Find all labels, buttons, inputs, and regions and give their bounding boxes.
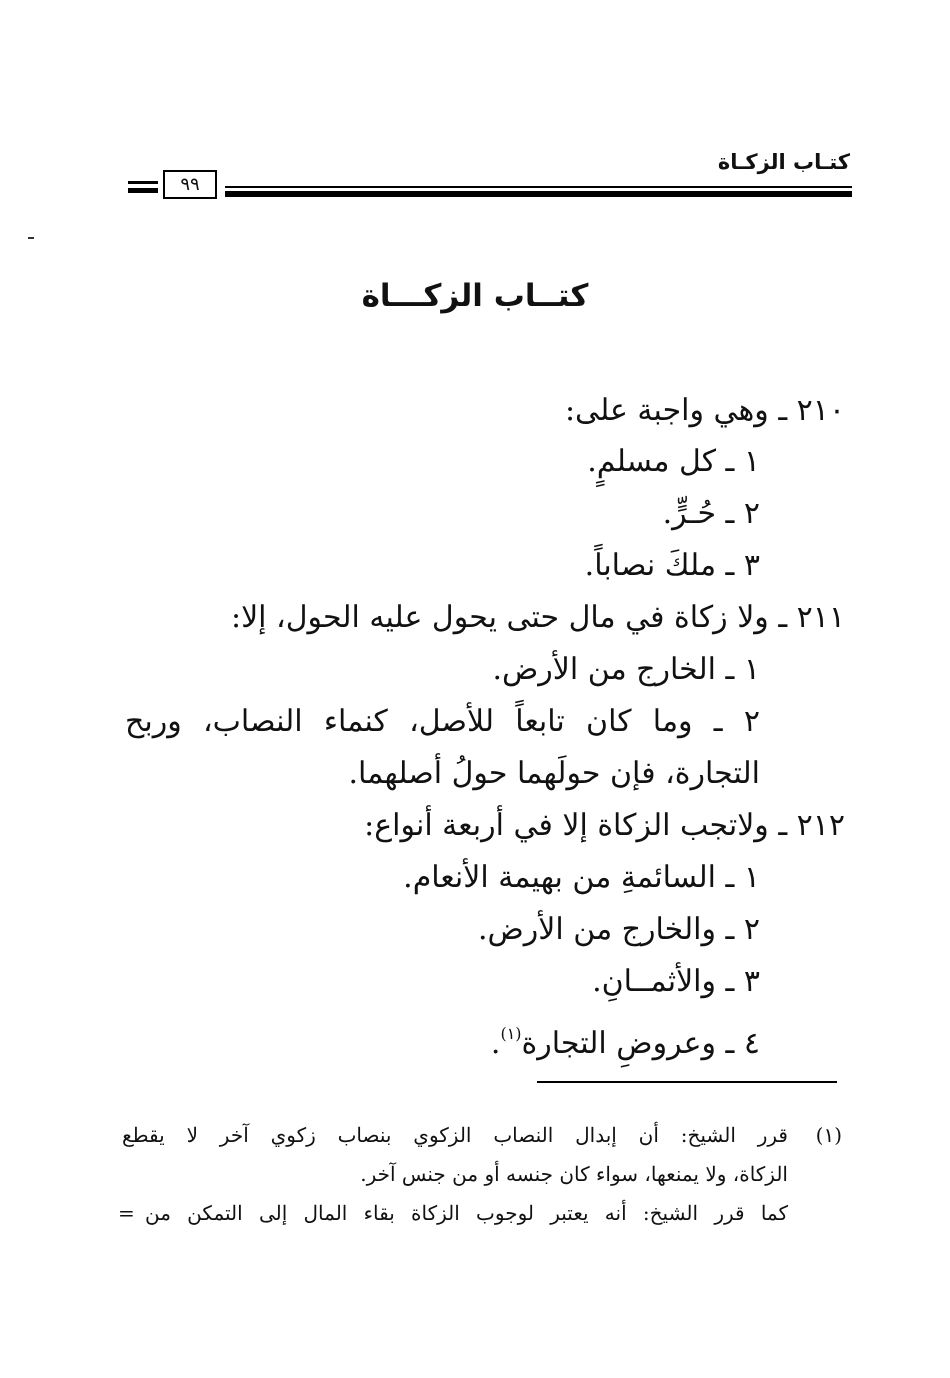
paragraph-210-item-2: ٢ ـ حُـرٍّ. — [662, 496, 760, 531]
paragraph-212-item-3: ٣ ـ والأثمــانِ. — [592, 964, 760, 999]
footnote-line-2: الزكاة، ولا يمنعها، سواء كان جنسه أو من جنس آخر. — [360, 1162, 788, 1186]
footnote-line-3: كما قرر الشيخ: أنه يعتبر لوجوب الزكاة بقاء المال إلى التمكن من — [145, 1201, 788, 1225]
chapter-title: كتــاب الزكـــاة — [361, 278, 589, 314]
paragraph-211-item-2-line-2: التجارة، فإن حولَهما حولُ أصلهما. — [348, 756, 760, 791]
header-rule — [225, 186, 852, 197]
paragraph-212-item-4-text: ٤ ـ وعروضِ التجارة — [521, 1026, 760, 1061]
paragraph-212-item-4-end: . — [490, 1026, 501, 1061]
paragraph-211-item-2-line-1: ٢ ـ وما كان تابعاً للأصل، كنماء النصاب، وربح — [125, 704, 760, 739]
scan-mark — [28, 237, 34, 239]
paragraph-212-intro: ٢١٢ ـ ولاتجب الزكاة إلا في أربعة أنواع: — [364, 808, 845, 843]
header-rule-left — [128, 181, 158, 193]
paragraph-212-item-1: ١ ـ السائمةِ من بهيمة الأنعام. — [403, 860, 760, 895]
paragraph-212-item-4 — [491, 1013, 760, 1065]
footnote-reference: (١) — [500, 1024, 522, 1043]
paragraph-212-item-2: ٢ ـ والخارج من الأرض. — [477, 912, 760, 947]
page-number: ٩٩ — [163, 170, 217, 199]
paragraph-211-item-1: ١ ـ الخارج من الأرض. — [492, 652, 760, 687]
footnote-marker: (١) — [815, 1123, 842, 1147]
paragraph-211-intro: ٢١١ ـ ولا زكاة في مال حتى يحول عليه الحول، إلا: — [230, 600, 845, 635]
running-header-title: كتـاب الزكـاة — [717, 150, 850, 174]
footnote-continuation-mark: = — [118, 1201, 135, 1225]
footnote-line-1: قرر الشيخ: أن إبدال النصاب الزكوي بنصاب زكوي آخر لا يقطع — [122, 1123, 788, 1147]
paragraph-210-item-3: ٣ ـ ملكَ نصاباً. — [584, 548, 760, 583]
paragraph-210-item-1: ١ ـ كل مسلمٍ. — [587, 444, 760, 479]
paragraph-210-intro: ٢١٠ ـ وهي واجبة على: — [564, 393, 845, 428]
footnote-separator — [537, 1081, 837, 1083]
